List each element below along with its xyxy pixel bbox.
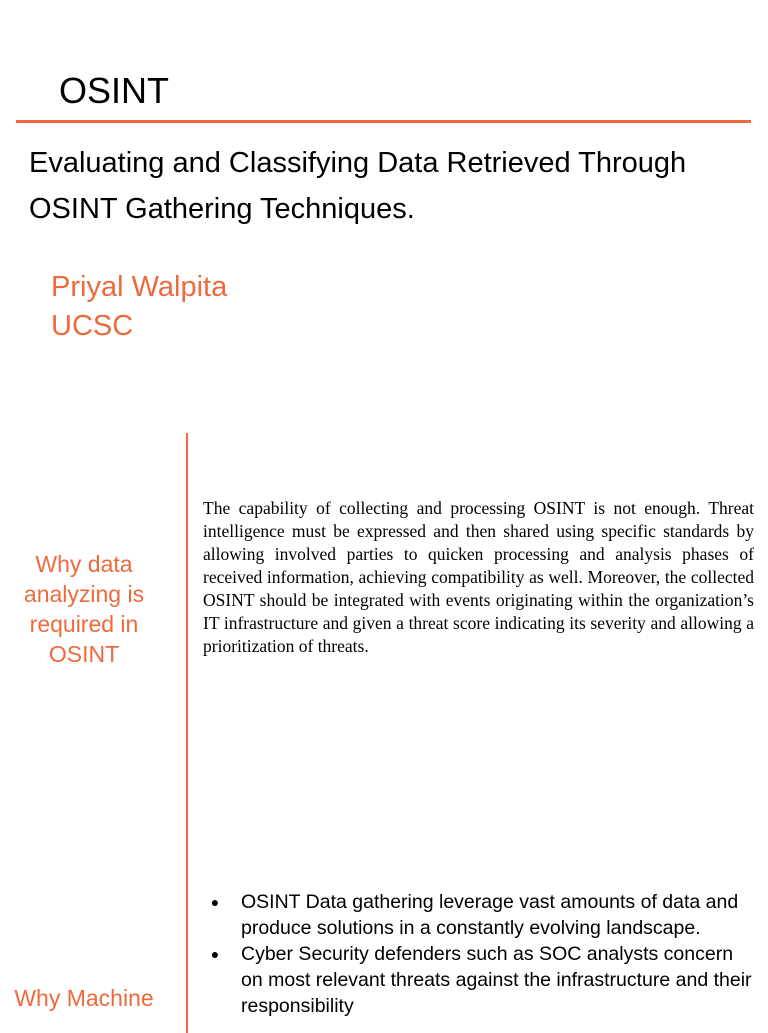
list-item-text: Cyber Security defenders such as SOC analysts concern on most relevant threats against the infrastructure and their responsibility <box>241 943 752 1017</box>
author-affiliation: UCSC <box>51 310 134 342</box>
title-divider <box>16 120 751 123</box>
author-name: Priyal Walpita <box>51 271 228 303</box>
bullet-icon: ● <box>210 946 220 962</box>
list-item-text: OSINT Data gathering leverage vast amounts of data and produce solutions in a constantly evolving landscape. <box>241 891 739 939</box>
section-body-text: The capability of collecting and processing OSINT is not enough. Threat intelligence must be expressed and then shared using specific standards by allowing involved parties to quicken processing and analysis phases of received information, achieving compatibility as well. Moreover, the collected OSINT should be integrated with events originating within the organization’s IT infrastructure and given a threat score indicating its severity and allowing a prioritization of threats. <box>203 498 754 656</box>
slide-title: OSINT <box>59 70 170 111</box>
author-block <box>51 268 227 346</box>
list-item <box>208 941 758 1019</box>
section-heading-machine: Why Machine <box>14 985 154 1011</box>
section-heading-data-analysis: Why data analyzing is required in OSINT <box>23 551 145 667</box>
list-item <box>208 889 758 941</box>
bullet-icon: ● <box>210 894 220 910</box>
slide-subtitle: Evaluating and Classifying Data Retrieved Through OSINT Gathering Techniques. <box>29 147 687 225</box>
bullet-list <box>208 889 758 1019</box>
vertical-divider <box>186 433 188 1033</box>
